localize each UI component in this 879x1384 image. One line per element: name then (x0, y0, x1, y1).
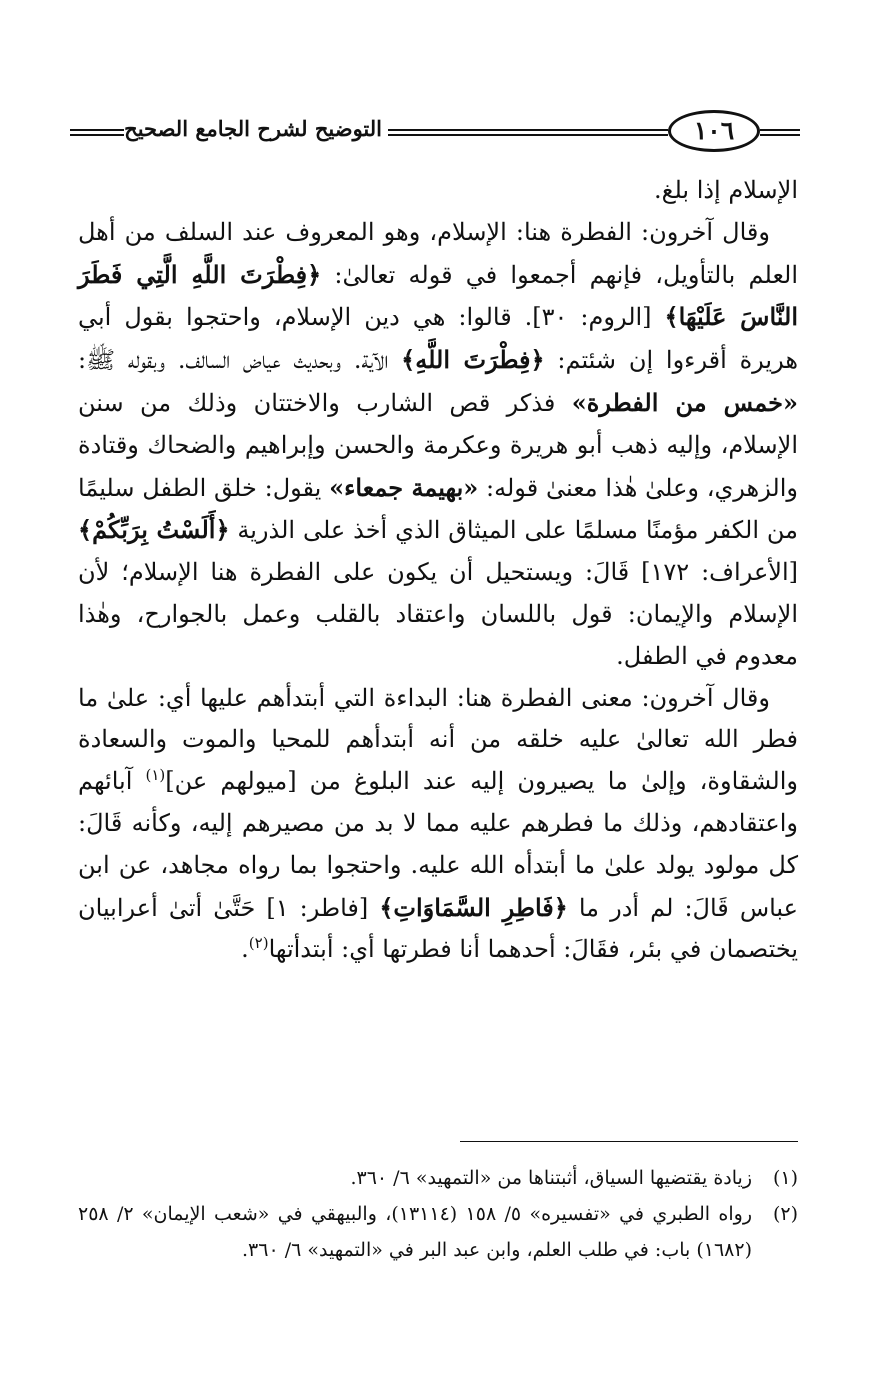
footnote-ref-1[interactable]: (١) (145, 766, 166, 785)
header-rule-middle (388, 129, 668, 136)
p3-part-a: وقال آخرون: معنى الفطرة هنا: البداءة التي أبتدأهم عليها أي: علىٰ ما فطر الله تعالىٰ عليه خلقه من أنه أبتدأهم للمحيا والموت والسعادة والشقاوة، وإلىٰ ما يصيرون إليه عند البلوغ من [ميولهم عن] (78, 683, 798, 796)
p2-part-b: [الروم: ٣٠]. قالوا: هي دين الإسلام، واحتجوا بقول أبي هريرة أقرءوا إن شئتم: (78, 303, 798, 375)
footnote-separator (460, 1141, 798, 1142)
paragraph-1 (78, 170, 798, 212)
footnote-2 (78, 1196, 798, 1268)
p2-part-c: الآية. وبحديث عياض السالف. وبقوله ﷺ: (78, 346, 402, 375)
main-text (78, 170, 798, 971)
footnote-1 (78, 1160, 798, 1196)
paragraph-3 (78, 678, 798, 972)
p3-part-d: . (241, 935, 249, 964)
p2-part-a: وقال آخرون: الفطرة هنا: الإسلام، وهو المعروف عند السلف من أهل العلم بالتأويل، فإنهم أجمعوا في قوله تعالىٰ: (78, 217, 799, 289)
quran-quote-2: ﴿فِطْرَتَ اللَّهِ﴾ (401, 345, 545, 375)
p3-part-b: آبائهم واعتقادهم، وذلك ما فطرهم عليه مما لا بد من مصيرهم إليه، وكأنه قَالَ: كل مولود يولد علىٰ ما أبتدأه الله عليه. واحتجوا بما رواه مجاهد، عن ابن عباس قَالَ: لم أدر ما (78, 767, 798, 922)
footnote-text: زيادة يقتضيها السياق، أثبتناها من «التمهيد» ٦/ ٣٦٠. (350, 1167, 752, 1189)
hadith-quote-1: «خمس من الفطرة» (571, 387, 798, 417)
quran-quote-1: ﴿فِطْرَتَ اللَّهِ الَّتِي فَطَرَ النَّاسَ عَلَيْهَا﴾ (78, 259, 798, 332)
p3-part-c: [فاطر: ١] حَتَّىٰ أتىٰ أعرابيان يختصمان في بئر، فقَالَ: أحدهما أنا فطرتها أي: أبتدأتها (78, 893, 798, 964)
paragraph-2 (78, 212, 798, 678)
page-header (70, 108, 800, 158)
page-number: ١٠٦ (668, 110, 760, 152)
header-rule-left (70, 129, 124, 136)
hadith-quote-2: «بهيمة جمعاء» (329, 472, 479, 502)
quran-quote-4: ﴿فَاطِرِ السَّمَاوَاتِ﴾ (379, 892, 568, 922)
p2-part-f: [الأعراف: ١٧٢] قَالَ: ويستحيل أن يكون على الفطرة هنا الإسلام؛ لأن الإسلام والإيمان: قول باللسان واعتقاد بالقلب وعمل بالجوارح، وهٰذا معدوم في الطفل. (78, 558, 798, 670)
quran-quote-3: ﴿أَلَسْتُ بِرَبِّكُمْ﴾ (78, 515, 230, 545)
footnote-number: (١) (772, 1167, 798, 1189)
paragraph-1-text: الإسلام إذا بلغ. (654, 176, 798, 204)
p2-part-e: يقول: خلق الطفل سليمًا من الكفر مؤمنًا مسلمًا على الميثاق الذي أخذ على الذرية (78, 473, 799, 545)
header-rule-right (760, 129, 800, 136)
footnote-ref-2[interactable]: (٢) (248, 934, 269, 953)
footnote-text: رواه الطبري في «تفسيره» ٥/ ١٥٨ (١٣١١٤)، والبيهقي في «شعب الإيمان» ٢/ ٢٥٨ (١٦٨٢) باب: في طلب العلم، وابن عبد البر في «التمهيد» ٦/ ٣٦٠. (78, 1203, 752, 1261)
footnote-number: (٢) (772, 1203, 798, 1225)
p2-part-d: فذكر قص الشارب والاختتان وذلك من سنن الإسلام، وإليه ذهب أبو هريرة وعكرمة والحسن وإبراهيم والضحاك وقتادة والزهري، وعلىٰ هٰذا معنىٰ قوله: (78, 388, 799, 502)
book-title: التوضيح لشرح الجامع الصحيح (124, 116, 382, 141)
footnotes (78, 1160, 798, 1268)
